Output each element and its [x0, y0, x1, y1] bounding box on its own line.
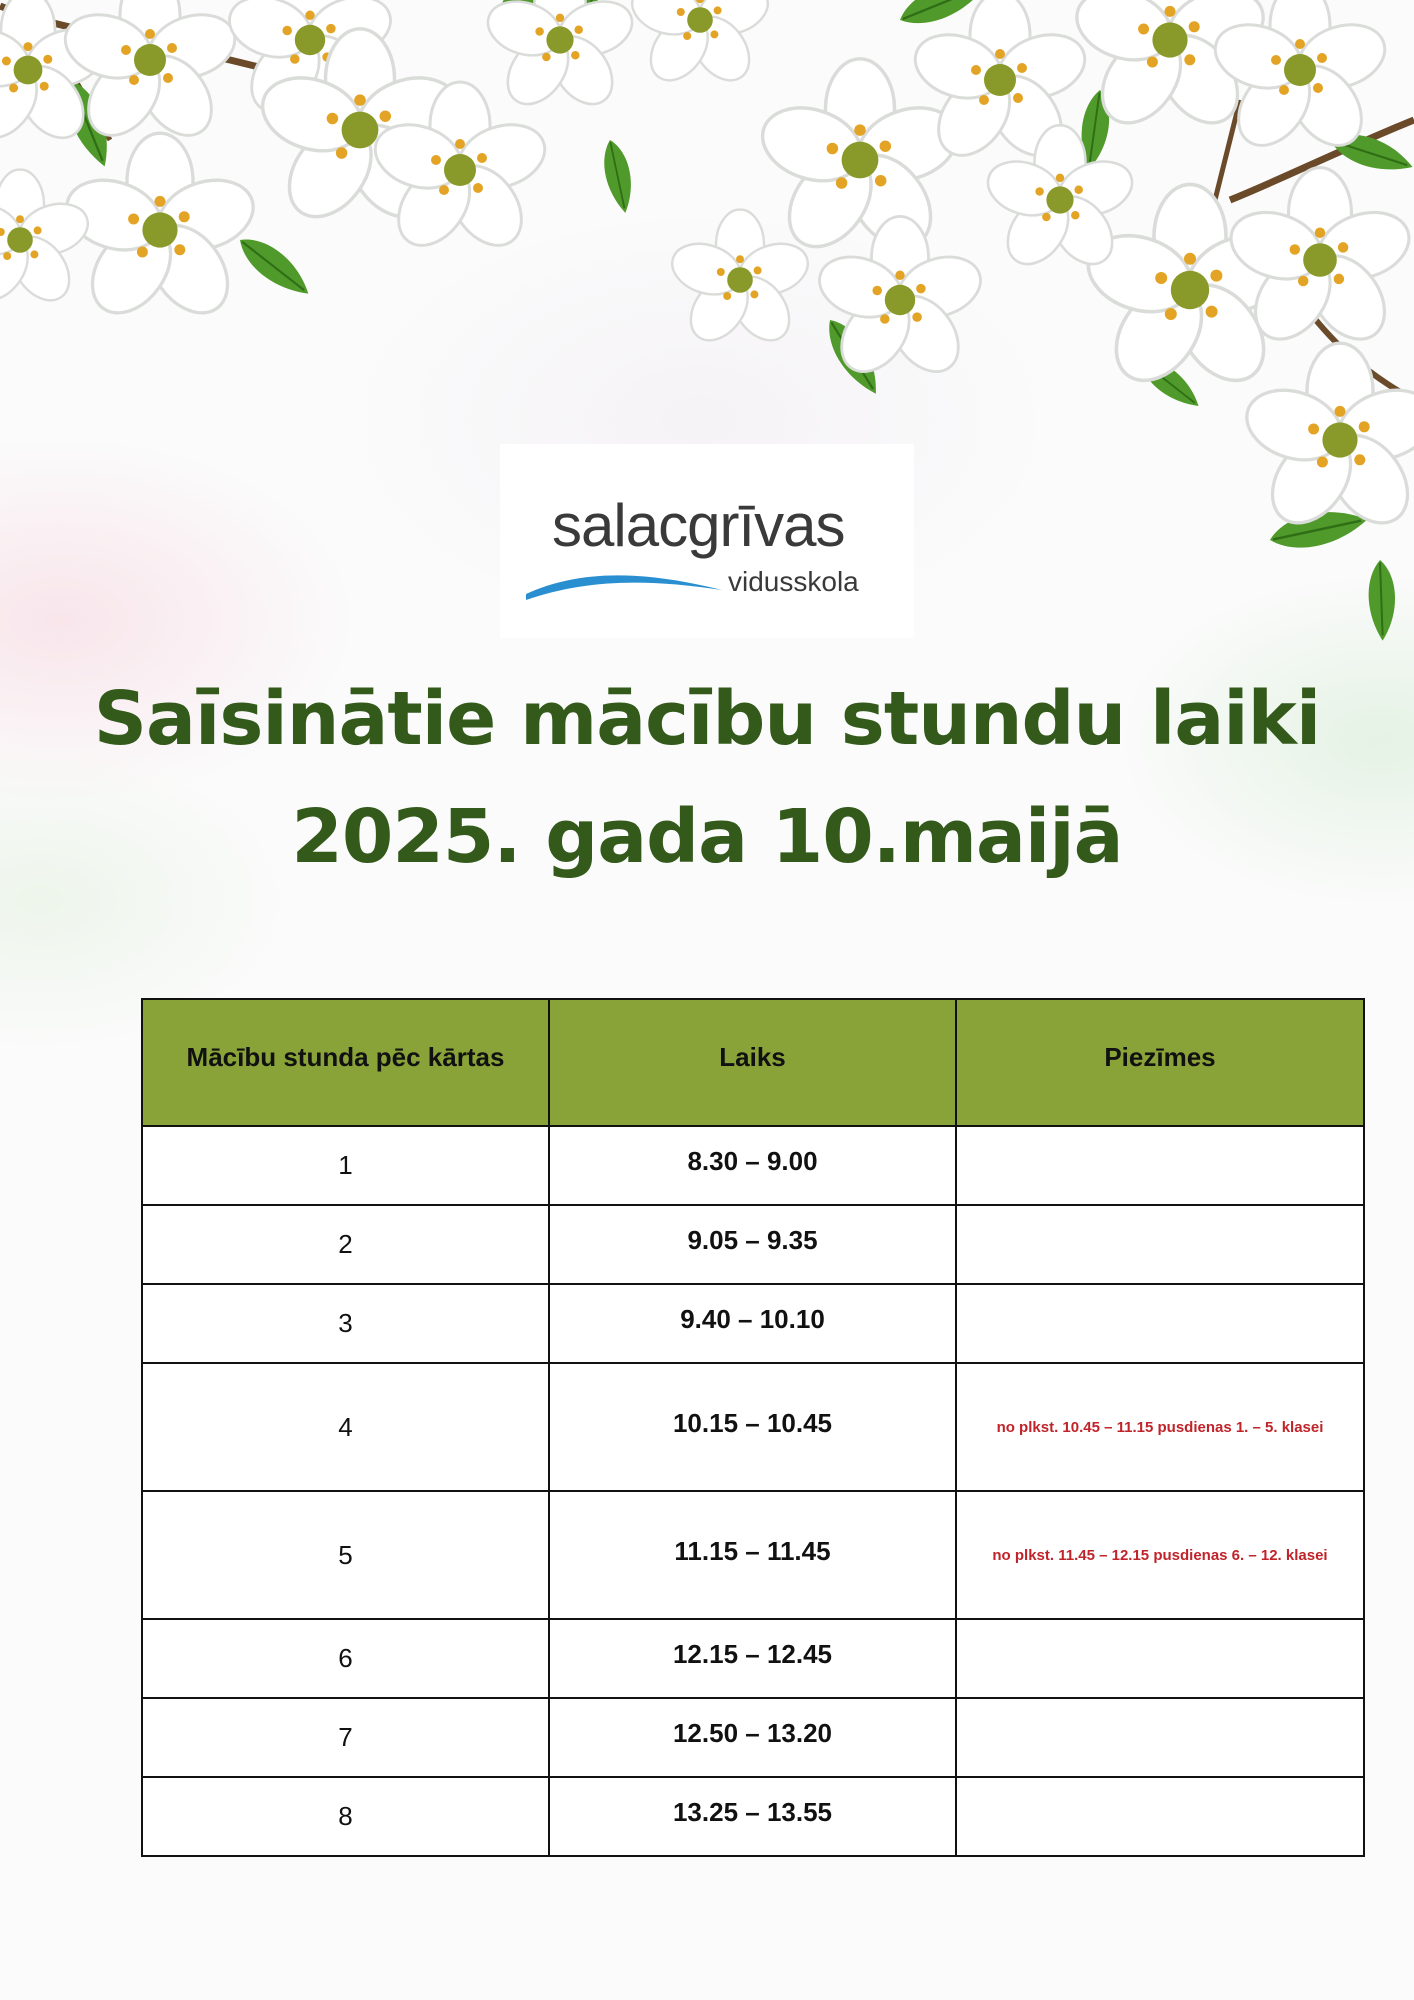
lesson-number: 3	[142, 1284, 549, 1363]
lesson-number: 6	[142, 1619, 549, 1698]
school-logo	[500, 444, 914, 638]
lesson-note	[956, 1698, 1364, 1777]
header-notes: Piezīmes	[956, 999, 1364, 1126]
lesson-time: 12.15 – 12.45	[549, 1619, 956, 1698]
lesson-number: 2	[142, 1205, 549, 1284]
header-lesson: Mācību stunda pēc kārtas	[142, 999, 549, 1126]
table-row	[142, 1363, 1364, 1491]
lesson-note: no plkst. 11.45 – 12.15 pusdienas 6. – 12. klasei	[956, 1491, 1364, 1619]
lesson-note	[956, 1619, 1364, 1698]
page-title	[0, 660, 1414, 896]
logo-name: salacgrīvas	[552, 492, 845, 559]
title-line-1: Saīsinātie mācību stundu laiki	[93, 676, 1321, 762]
lesson-number: 7	[142, 1698, 549, 1777]
schedule-table	[141, 998, 1365, 1857]
wave-icon	[524, 564, 724, 604]
table-row	[142, 1619, 1364, 1698]
table-row	[142, 1777, 1364, 1856]
lesson-note	[956, 1126, 1364, 1205]
lesson-time: 10.15 – 10.45	[549, 1363, 956, 1491]
lesson-note	[956, 1284, 1364, 1363]
lesson-time: 12.50 – 13.20	[549, 1698, 956, 1777]
table-row	[142, 1126, 1364, 1205]
lesson-note: no plkst. 10.45 – 11.15 pusdienas 1. – 5. klasei	[956, 1363, 1364, 1491]
header-time: Laiks	[549, 999, 956, 1126]
lesson-time: 9.40 – 10.10	[549, 1284, 956, 1363]
table-row	[142, 1205, 1364, 1284]
logo-subtitle: vidusskola	[728, 566, 859, 597]
lesson-note	[956, 1777, 1364, 1856]
title-line-2: 2025. gada 10.maijā	[291, 794, 1123, 880]
lesson-time: 13.25 – 13.55	[549, 1777, 956, 1856]
table-row	[142, 1284, 1364, 1363]
table-header-row	[142, 999, 1364, 1126]
table-row	[142, 1491, 1364, 1619]
lesson-note	[956, 1205, 1364, 1284]
lesson-time: 11.15 – 11.45	[549, 1491, 956, 1619]
lesson-number: 4	[142, 1363, 549, 1491]
lesson-time: 8.30 – 9.00	[549, 1126, 956, 1205]
lesson-number: 5	[142, 1491, 549, 1619]
table-row	[142, 1698, 1364, 1777]
lesson-number: 8	[142, 1777, 549, 1856]
lesson-time: 9.05 – 9.35	[549, 1205, 956, 1284]
lesson-number: 1	[142, 1126, 549, 1205]
